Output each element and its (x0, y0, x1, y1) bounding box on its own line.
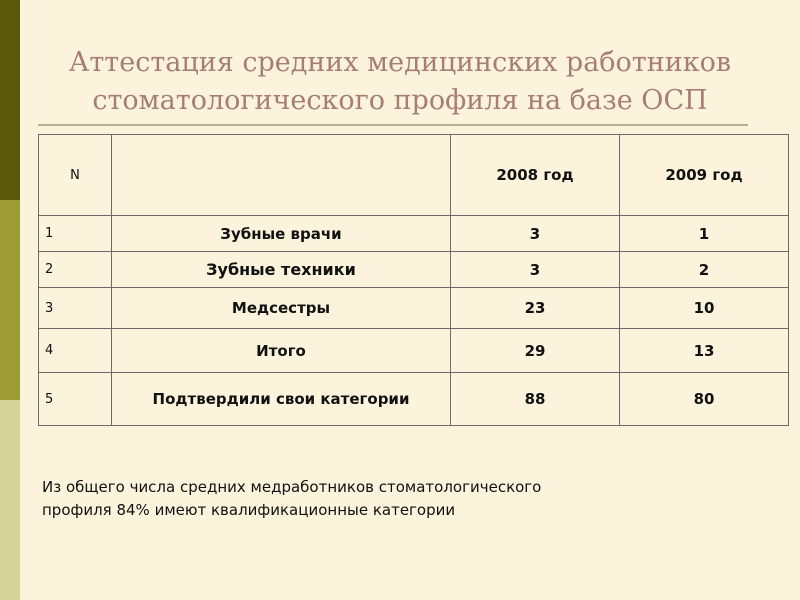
header-cell-category (112, 135, 451, 216)
summary-note-line-2: профиля 84% имеют квалификационные категории (42, 501, 456, 519)
decorative-sidebar (0, 0, 20, 600)
summary-note (42, 476, 742, 522)
row-2009-cell: 10 (620, 288, 789, 329)
header-cell-2009: 2009 год (620, 135, 789, 216)
row-number-cell: 5 (39, 373, 112, 426)
row-2009-cell: 2 (620, 252, 789, 288)
table-row (39, 288, 789, 329)
row-category-cell: Зубные врачи (112, 216, 451, 252)
row-number-cell: 2 (39, 252, 112, 288)
sidebar-segment-medium (0, 200, 20, 400)
row-number-cell: 4 (39, 329, 112, 373)
table-row (39, 252, 789, 288)
table-header-row (39, 135, 789, 216)
row-2008-cell: 88 (451, 373, 620, 426)
row-category-cell: Подтвердили свои категории (112, 373, 451, 426)
row-2009-cell: 13 (620, 329, 789, 373)
row-2008-cell: 23 (451, 288, 620, 329)
header-cell-2008: 2008 год (451, 135, 620, 216)
sidebar-segment-light (0, 400, 20, 600)
table-row (39, 216, 789, 252)
row-number-cell: 1 (39, 216, 112, 252)
row-2009-cell: 1 (620, 216, 789, 252)
row-2008-cell: 3 (451, 216, 620, 252)
row-category-cell: Итого (112, 329, 451, 373)
slide-title-line-1: Аттестация средних медицинских работников (68, 47, 732, 78)
row-category-cell: Зубные техники (112, 252, 451, 288)
header-cell-number: N (39, 135, 112, 216)
table-row (39, 329, 789, 373)
row-2008-cell: 3 (451, 252, 620, 288)
title-underline (38, 124, 748, 126)
table-row (39, 373, 789, 426)
sidebar-segment-dark (0, 0, 20, 200)
row-2009-cell: 80 (620, 373, 789, 426)
data-table (38, 134, 789, 426)
slide-title-line-2: стоматологического профиля на базе ОСП (92, 85, 708, 116)
summary-note-line-1: Из общего числа средних медработников стоматологического (42, 478, 542, 496)
row-2008-cell: 29 (451, 329, 620, 373)
row-category-cell: Медсестры (112, 288, 451, 329)
slide-title (40, 44, 760, 120)
row-number-cell: 3 (39, 288, 112, 329)
